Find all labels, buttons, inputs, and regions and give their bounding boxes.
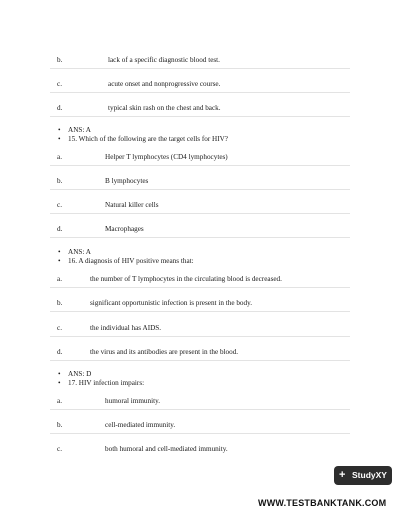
q16-option-c (50, 320, 350, 337)
studyxy-logo[interactable] (334, 466, 392, 485)
bullet-icon: • (58, 135, 61, 143)
option-text: B lymphocytes (105, 177, 149, 185)
option-text: both humoral and cell-mediated immunity. (105, 445, 228, 453)
bullet-icon: • (58, 379, 61, 387)
q17-option-b (50, 417, 350, 434)
option-text: Natural killer cells (105, 201, 159, 209)
option-letter: c. (57, 80, 62, 88)
footer-url[interactable]: WWW.TESTBANKTANK.COM (258, 498, 387, 508)
option-letter: c. (57, 201, 62, 209)
q14-answer (58, 126, 91, 135)
q15-question (58, 135, 228, 144)
q15-option-a (50, 149, 350, 166)
option-text: cell-mediated immunity. (105, 421, 176, 429)
option-letter: c. (57, 324, 62, 332)
plus-icon: + (339, 469, 346, 481)
q17-question (58, 379, 144, 388)
q16-option-b (50, 295, 350, 312)
option-letter: d. (57, 225, 63, 233)
answer-text: ANS: D (68, 370, 92, 378)
option-text: the number of T lymphocytes in the circulating blood is decreased. (90, 275, 282, 283)
q16-option-d (50, 344, 350, 361)
option-text: the virus and its antibodies are present in the blood. (90, 348, 239, 356)
option-letter: b. (57, 421, 63, 429)
q16-answer (58, 370, 91, 379)
option-text: typical skin rash on the chest and back. (108, 104, 221, 112)
q15-answer (58, 248, 91, 257)
q15-option-d (50, 221, 350, 238)
option-letter: c. (57, 445, 62, 453)
option-letter: a. (57, 275, 62, 283)
option-text: the individual has AIDS. (90, 324, 162, 332)
option-text: significant opportunistic infection is present in the body. (90, 299, 253, 307)
bullet-icon: • (58, 370, 61, 378)
q17-option-c (50, 441, 350, 457)
option-letter: b. (57, 177, 63, 185)
option-letter: a. (57, 397, 62, 405)
option-text: acute onset and nonprogressive course. (108, 80, 221, 88)
bullet-icon: • (58, 257, 61, 265)
question-text: 15. Which of the following are the target cells for HIV? (68, 135, 229, 143)
question-text: 17. HIV infection impairs: (68, 379, 145, 387)
option-letter: b. (57, 299, 63, 307)
option-letter: b. (57, 56, 63, 64)
answer-text: ANS: A (68, 126, 91, 134)
bullet-icon: • (58, 248, 61, 256)
option-letter: a. (57, 153, 62, 161)
q16-question (58, 257, 194, 266)
option-text: lack of a specific diagnostic blood test. (108, 56, 220, 64)
q14-option-b (50, 52, 350, 69)
option-letter: d. (57, 104, 63, 112)
q14-option-d (50, 100, 350, 117)
option-text: Macrophages (105, 225, 144, 233)
question-text: 16. A diagnosis of HIV positive means that: (68, 257, 194, 265)
q14-option-c (50, 76, 350, 93)
option-text: Helper T lymphocytes (CD4 lymphocytes) (105, 153, 228, 161)
option-text: humoral immunity. (105, 397, 161, 405)
answer-text: ANS: A (68, 248, 91, 256)
q16-option-a (50, 271, 350, 288)
q15-option-b (50, 173, 350, 190)
brand-name: StudyXY (352, 470, 387, 480)
bullet-icon: • (58, 126, 61, 134)
q17-option-a (50, 393, 350, 410)
q15-option-c (50, 197, 350, 214)
option-letter: d. (57, 348, 63, 356)
